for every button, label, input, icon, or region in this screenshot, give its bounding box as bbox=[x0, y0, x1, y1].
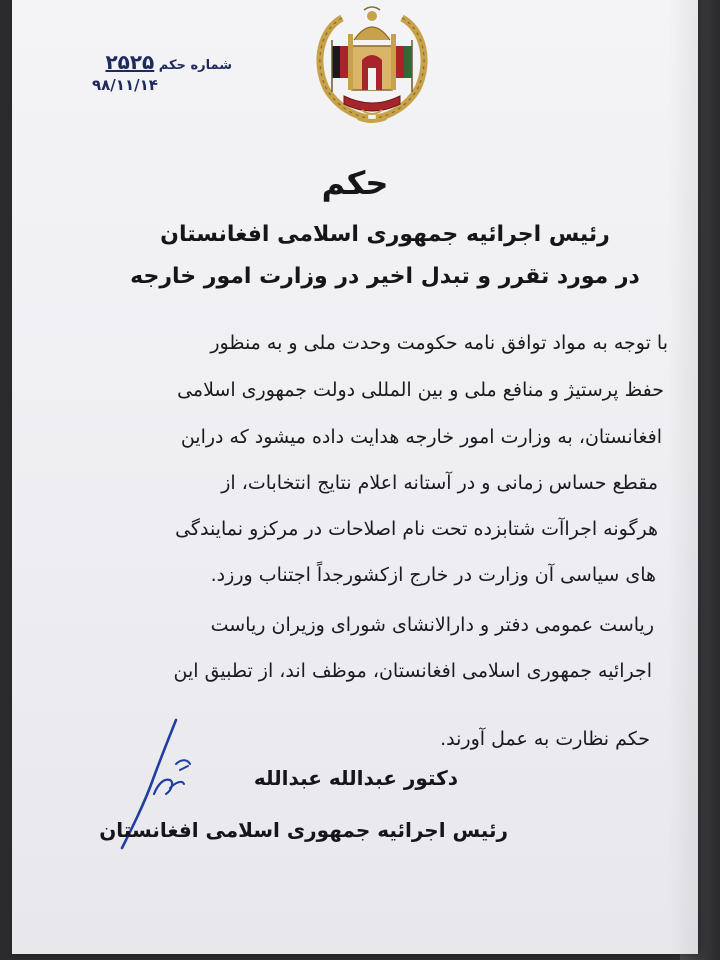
body-line: های سیاسی آن وزارت در خارج ازکشورجداً اجتناب ورزد. bbox=[210, 564, 656, 586]
body-line: مقطع حساس زمانی و در آستانه اعلام نتایج انتخابات، از bbox=[221, 472, 658, 494]
reference-date: ۹۸/۱۱/۱۴ bbox=[92, 76, 158, 94]
body-line: حفظ پرستیژ و منافع ملی و بین المللی دولت جمهوری اسلامی bbox=[177, 379, 664, 401]
document-page bbox=[12, 0, 698, 954]
reference-label: شماره حکم bbox=[158, 58, 232, 73]
document-issuer: رئیس اجرائیه جمهوری اسلامی افغانستان bbox=[160, 222, 610, 247]
body-line: افغانستان، به وزارت امور خارجه هدایت داده میشود که دراین bbox=[180, 426, 662, 448]
body-line: با توجه به مواد توافق نامه حکومت وحدت ملی و به منظور bbox=[210, 332, 668, 354]
body-line: هرگونه اجراآت شتابزده تحت نام اصلاحات در مرکزو نمایندگی bbox=[175, 518, 658, 540]
body-line: ریاست عمومی دفتر و دارالانشای شورای وزیران ریاست bbox=[210, 614, 654, 636]
document-subject: در مورد تقرر و تبدل اخیر در وزارت امور خارجه bbox=[130, 264, 640, 289]
national-emblem-icon bbox=[302, 0, 442, 124]
signatory-name: دکتور عبدالله عبدالله bbox=[253, 766, 458, 790]
reference-number-line bbox=[105, 50, 232, 74]
document-title: حکم bbox=[321, 164, 389, 202]
reference-number: ۲۵۲۵ bbox=[105, 50, 155, 74]
reference-block bbox=[82, 50, 292, 102]
signatory-title: رئیس اجرائیه جمهوری اسلامی افغانستان bbox=[99, 818, 508, 842]
body-line: حکم نظارت به عمل آورند. bbox=[440, 728, 650, 750]
body-line: اجرائیه جمهوری اسلامی افغانستان، موظف اند، از تطبیق این bbox=[173, 660, 652, 682]
